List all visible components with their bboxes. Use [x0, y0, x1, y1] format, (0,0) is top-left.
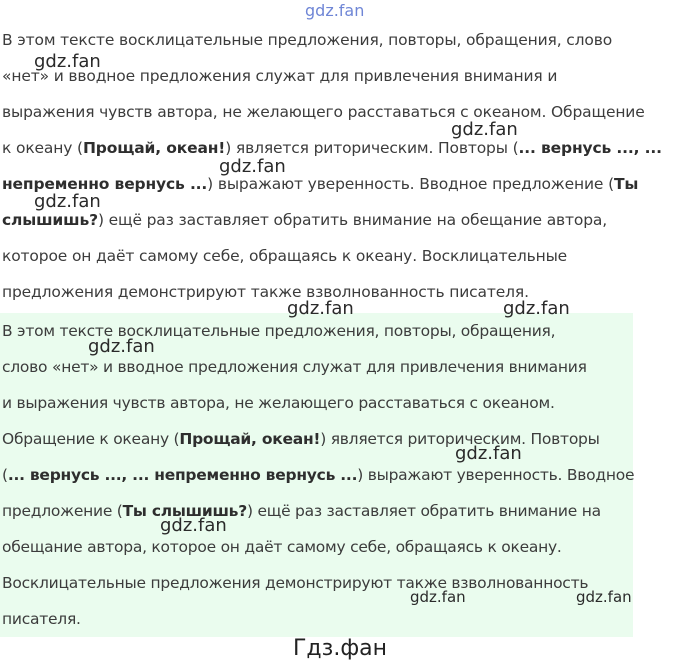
text-segment: и выражения чувств автора, не желающего расставаться с океаном.	[2, 394, 555, 412]
text-line	[2, 565, 633, 601]
watermark: gdz.fan	[219, 156, 286, 177]
text-line	[2, 529, 633, 565]
text-segment: Восклицательные предложения демонстрируют также взволнованность	[2, 574, 589, 592]
text-segment: писателя.	[2, 610, 81, 628]
watermark: gdz.fan	[287, 298, 354, 319]
bold-quote: Прощай, океан!	[82, 139, 226, 157]
text-segment: (	[2, 466, 8, 484]
text-segment: выражения чувств автора, не желающего расставаться с океаном. Обращение	[2, 103, 645, 121]
answer-text-block	[0, 22, 680, 310]
bold-quote: ... вернусь ..., ... непременно вернусь ...	[7, 466, 358, 484]
text-segment: «нет» и вводное предложения служат для привлечения внимания и	[2, 67, 558, 85]
bold-quote: Ты слышишь?	[122, 502, 247, 520]
watermark: gdz.fan	[34, 191, 101, 212]
text-line	[2, 238, 680, 274]
watermark: gdz.fan	[305, 1, 365, 20]
text-segment: В этом тексте восклицательные предложения, повторы, обращения,	[2, 322, 556, 340]
bold-quote: непременно вернусь ...	[2, 175, 208, 193]
text-segment: к океану (	[2, 139, 83, 157]
text-segment: ) ещё раз заставляет обратить внимание на	[246, 502, 601, 520]
text-line	[2, 166, 680, 202]
watermark: gdz.fan	[576, 588, 632, 606]
text-segment: слово «нет» и вводное предложения служат для привлечения внимания	[2, 358, 587, 376]
text-segment: ) ещё раз заставляет обратить внимание на обещание автора,	[97, 211, 608, 229]
bold-quote: Прощай, океан!	[179, 430, 321, 448]
watermark: gdz.fan	[451, 119, 518, 140]
watermark: gdz.fan	[160, 515, 227, 536]
text-segment: ) выражают уверенность. Вводное предложение (	[207, 175, 614, 193]
bold-quote: Ты	[613, 175, 639, 193]
watermark: gdz.fan	[88, 336, 155, 357]
watermark: gdz.fan	[34, 51, 101, 72]
text-line	[2, 601, 633, 637]
text-segment: В этом тексте восклицательные предложения, повторы, обращения, слово	[2, 31, 613, 49]
text-line	[2, 22, 680, 58]
text-line	[2, 130, 680, 166]
text-line	[2, 385, 633, 421]
text-segment: предложения демонстрируют также взволнованность писателя.	[2, 283, 529, 301]
text-segment: ) выражают уверенность. Вводное	[357, 466, 635, 484]
watermark: gdz.fan	[410, 588, 466, 606]
text-segment: которое он даёт самому себе, обращаясь к океану. Восклицательные	[2, 247, 568, 265]
text-segment: ) является риторическим. Повторы (	[225, 139, 519, 157]
watermark: gdz.fan	[503, 298, 570, 319]
text-segment: предложение (	[2, 502, 123, 520]
site-footer-label: Гдз.фан	[293, 636, 387, 661]
text-line	[2, 421, 633, 457]
answer-text-block-highlighted	[0, 313, 633, 637]
text-line	[2, 493, 633, 529]
text-segment: ) является риторическим. Повторы	[320, 430, 600, 448]
text-line	[2, 94, 680, 130]
text-line	[2, 202, 680, 238]
bold-quote: ... вернусь ..., ...	[518, 139, 662, 157]
watermark: gdz.fan	[455, 443, 522, 464]
text-line	[2, 58, 680, 94]
text-line	[2, 457, 633, 493]
text-segment: Обращение к океану (	[2, 430, 180, 448]
text-segment: обещание автора, которое он даёт самому себе, обращаясь к океану.	[2, 538, 562, 556]
bold-quote: слышишь?	[2, 211, 98, 229]
